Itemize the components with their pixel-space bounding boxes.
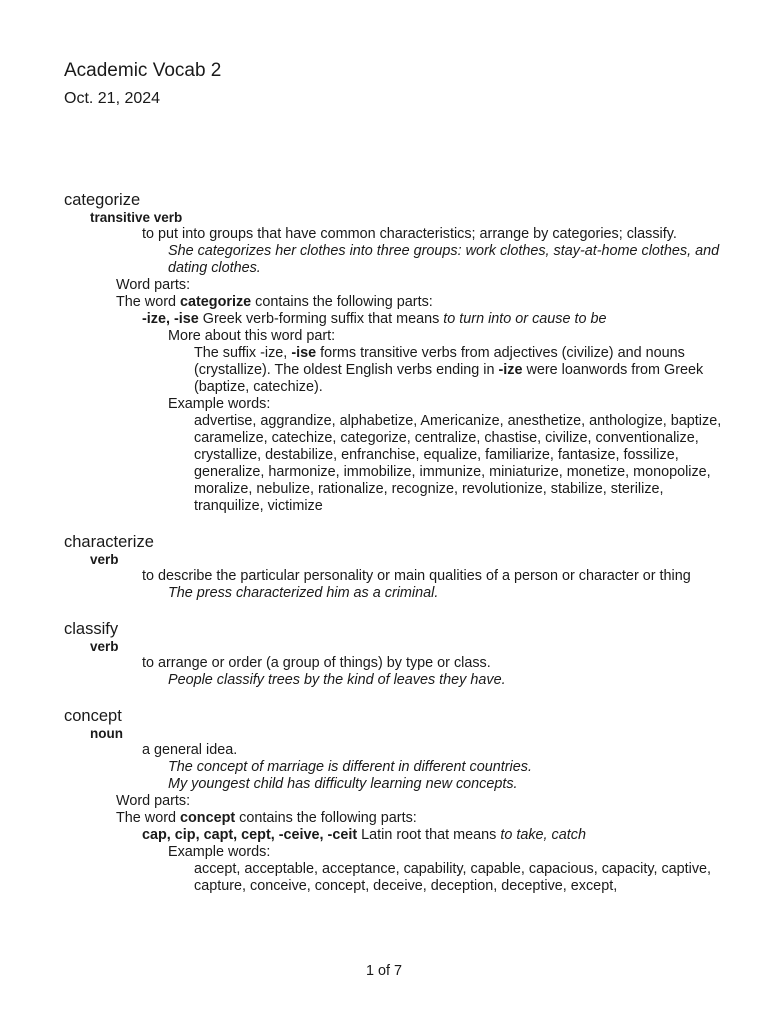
entry-word: classify <box>64 620 119 638</box>
entry-definition: to arrange or order (a group of things) by type or class. <box>142 655 491 671</box>
word-parts-label: Word parts: <box>116 793 191 809</box>
entry-example: People classify trees by the kind of leaves they have. <box>168 672 506 688</box>
entry-definition: to describe the particular personality or main qualities of a person or character or thing <box>142 568 691 584</box>
intro-text: contains the following parts: <box>235 810 417 826</box>
entry-part-of-speech: verb <box>90 639 119 654</box>
example-words: accept, acceptable, acceptance, capability, capable, capacious, capacity, captive, capture, conceive, concept, deceive, deception, deceptive, except, <box>194 861 712 894</box>
entry-definition: to put into groups that have common characteristics; arrange by categories; classify. <box>142 226 677 242</box>
entry-part-of-speech: transitive verb <box>90 210 183 225</box>
vocab-entry-concept <box>64 706 724 895</box>
more-text-bold: -ize <box>498 362 523 378</box>
more-text-bold: -ise <box>291 345 317 361</box>
intro-text: The word <box>116 810 180 826</box>
more-text-span: forms transitive verbs from adjectives (civilize) and nouns (crystallize). The oldest English verbs ending in <box>194 345 685 378</box>
word-parts-intro <box>116 810 724 827</box>
entry-example: She categorizes her clothes into three groups: work clothes, stay-at-home clothes, and dating clothes. <box>168 243 720 276</box>
entry-example: My youngest child has difficulty learning new concepts. <box>168 776 518 792</box>
example-words-label: Example words: <box>168 844 271 860</box>
entry-example: The press characterized him as a criminal. <box>168 585 439 601</box>
entry-example: The concept of marriage is different in different countries. <box>168 759 532 775</box>
more-about-label: More about this word part: <box>168 328 336 344</box>
entry-word: concept <box>64 707 122 725</box>
vocab-entry-characterize <box>64 532 724 602</box>
word-part-name: cap, cip, capt, cept, -ceive, -ceit <box>142 827 358 843</box>
document-title: Academic Vocab 2 <box>64 60 222 81</box>
word-part-name: -ize, -ise <box>142 311 199 327</box>
word-part <box>142 311 724 328</box>
document-date: Oct. 21, 2024 <box>64 90 161 107</box>
intro-text: contains the following parts: <box>251 294 433 310</box>
intro-text: The word <box>116 294 180 310</box>
more-about-text <box>194 345 724 396</box>
more-text-span: were loanwords from Greek (baptize, catechize). <box>194 362 704 395</box>
example-words-label: Example words: <box>168 396 271 412</box>
page-number: 1 of 7 <box>365 963 402 979</box>
word-part-description: Greek verb-forming suffix that means <box>198 311 444 327</box>
word-part-meaning: to turn into or cause to be <box>443 311 607 327</box>
word-parts-label: Word parts: <box>116 277 191 293</box>
entry-definition: a general idea. <box>142 742 238 758</box>
word-part-description: Latin root that means <box>357 827 501 843</box>
entry-part-of-speech: verb <box>90 552 119 567</box>
more-text-span: The suffix -ize, <box>194 345 292 361</box>
vocab-entry-categorize <box>64 190 724 515</box>
example-words: advertise, aggrandize, alphabetize, Americanize, anesthetize, anthologize, baptize, caramelize, catechize, categorize, centralize, chastise, civilize, conventionalize, crystallize, destabilize, enfranchise, equalize, familiarize, fantasize, fossilize, generalize, harmonize, immobilize, immunize, miniaturize, monetize, monopolize, moralize, nebulize, rationalize, recognize, revolutionize, stabilize, sterilize, tranquilize, victimize <box>194 413 722 514</box>
word-parts-intro <box>116 294 724 311</box>
intro-word: categorize <box>180 294 252 310</box>
entry-word: characterize <box>64 533 154 551</box>
vocab-list <box>64 190 724 912</box>
intro-word: concept <box>180 810 236 826</box>
vocab-entry-classify <box>64 619 724 689</box>
word-part <box>142 827 724 844</box>
entry-part-of-speech: noun <box>90 726 123 741</box>
word-part-meaning: to take, catch <box>500 827 586 843</box>
entry-word: categorize <box>64 191 141 209</box>
